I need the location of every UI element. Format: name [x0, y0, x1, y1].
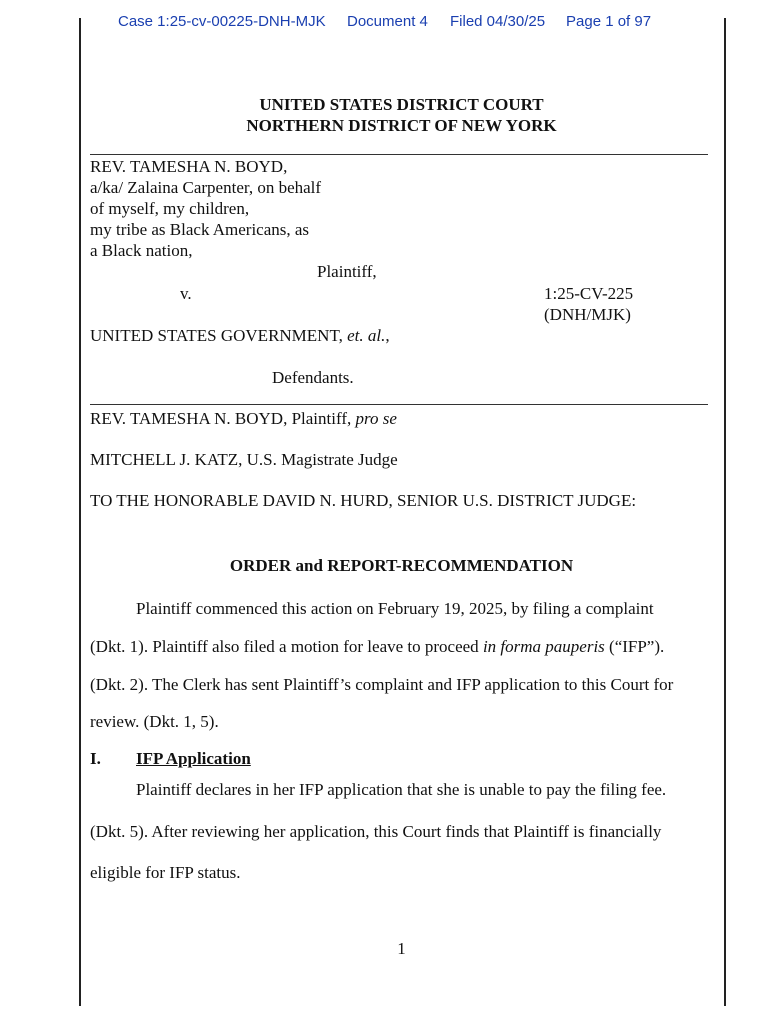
- caption-bottom-rule: [90, 404, 708, 405]
- plaintiff-aka-line: a/ka/ Zalaina Carpenter, on behalf: [90, 178, 322, 197]
- ecf-case-number: Case 1:25-cv-00225-DNH-MJK: [118, 13, 326, 30]
- defendants-label: Defendants.: [272, 368, 354, 387]
- right-margin-line: [724, 18, 726, 1006]
- court-name-line2: NORTHERN DISTRICT OF NEW YORK: [246, 116, 557, 135]
- plaintiff-tribe-line: my tribe as Black Americans, as: [90, 220, 310, 239]
- intro-line-4: review. (Dkt. 1, 5).: [90, 712, 219, 731]
- case-number: 1:25-CV-225: [544, 284, 634, 303]
- ecf-document-number: Document 4: [347, 13, 428, 30]
- plaintiff-appearance: REV. TAMESHA N. BOYD, Plaintiff, pro se: [90, 409, 397, 428]
- plaintiff-label: Plaintiff,: [317, 262, 377, 281]
- defendant-name: UNITED STATES GOVERNMENT, et. al.,: [90, 326, 390, 345]
- magistrate-judge: MITCHELL J. KATZ, U.S. Magistrate Judge: [90, 450, 398, 469]
- plaintiff-behalf-line: of myself, my children,: [90, 199, 250, 218]
- intro-line-2: (Dkt. 1). Plaintiff also filed a motion for leave to proceed in forma pauperis (“IFP”).: [90, 637, 665, 656]
- section-line-1: Plaintiff declares in her IFP application that she is unable to pay the filing fee.: [136, 780, 667, 799]
- versus: v.: [180, 284, 192, 303]
- plaintiff-nation-line: a Black nation,: [90, 241, 193, 260]
- document-title: ORDER and REPORT-RECOMMENDATION: [229, 556, 574, 575]
- addressee-line: TO THE HONORABLE DAVID N. HURD, SENIOR U.S. DISTRICT JUDGE:: [90, 491, 637, 510]
- ecf-filed-date: Filed 04/30/25: [450, 13, 546, 30]
- court-name-line1: UNITED STATES DISTRICT COURT: [259, 95, 544, 114]
- page-number: 1: [397, 939, 406, 958]
- section-number: I.: [90, 749, 101, 768]
- section-line-2: (Dkt. 5). After reviewing her application, this Court finds that Plaintiff is financially: [90, 822, 662, 841]
- judge-initials: (DNH/MJK): [544, 305, 631, 324]
- caption-top-rule: [90, 154, 708, 155]
- plaintiff-name-line: REV. TAMESHA N. BOYD,: [90, 157, 288, 176]
- intro-line-3: (Dkt. 2). The Clerk has sent Plaintiff’s complaint and IFP application to this Court for: [90, 675, 674, 694]
- section-line-3: eligible for IFP status.: [90, 863, 241, 882]
- intro-line-1: Plaintiff commenced this action on February 19, 2025, by filing a complaint: [136, 599, 654, 618]
- ecf-page-count: Page 1 of 97: [566, 13, 652, 30]
- section-heading: IFP Application: [136, 749, 251, 768]
- left-margin-line: [79, 18, 81, 1006]
